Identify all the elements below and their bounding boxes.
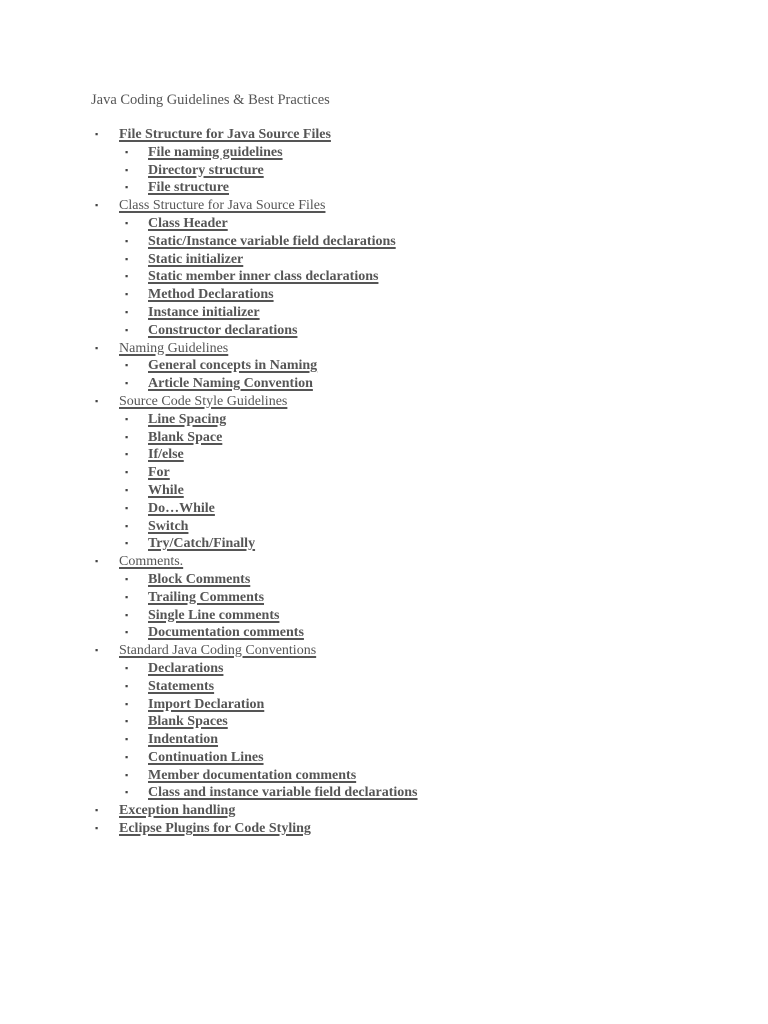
toc-subitem: [0, 749, 768, 767]
toc-sublist: [0, 571, 768, 642]
toc-sublink[interactable]: Indentation: [148, 732, 219, 748]
toc-subitem: [0, 304, 768, 322]
toc-sublink[interactable]: Continuation Lines: [148, 749, 264, 765]
toc-sublink[interactable]: Single Line comments: [148, 607, 280, 623]
bullet-icon: ▪: [125, 182, 129, 193]
toc-subrow: [0, 571, 768, 589]
bullet-icon: ▪: [125, 164, 129, 175]
toc-sublink[interactable]: Constructor declarations: [148, 322, 298, 338]
bullet-icon: ▪: [125, 520, 129, 531]
toc-sublink[interactable]: Static/Instance variable field declarations: [148, 233, 396, 249]
toc-sublink[interactable]: Directory structure: [148, 162, 264, 178]
toc-subrow: [0, 500, 768, 518]
toc-sublist: [0, 215, 768, 340]
toc-sublist: [0, 357, 768, 393]
toc-item: [0, 197, 768, 339]
toc-sublink[interactable]: Blank Spaces: [148, 714, 228, 730]
bullet-icon: ▪: [125, 609, 129, 620]
toc-item: [0, 126, 768, 197]
toc-subrow: [0, 589, 768, 607]
toc-sublink[interactable]: Import Declaration: [148, 696, 265, 712]
toc-subitem: [0, 233, 768, 251]
toc-subrow: [0, 749, 768, 767]
toc-subitem: [0, 535, 768, 553]
toc-subitem: [0, 713, 768, 731]
toc-sublink[interactable]: Method Declarations: [148, 287, 274, 303]
toc-subrow: [0, 268, 768, 286]
bullet-icon: ▪: [95, 823, 99, 834]
bullet-icon: ▪: [125, 378, 129, 389]
toc-subrow: [0, 304, 768, 322]
toc-subitem: [0, 624, 768, 642]
toc-subitem: [0, 678, 768, 696]
toc-subitem: [0, 251, 768, 269]
toc-link[interactable]: Standard Java Coding Conventions: [119, 643, 317, 659]
toc-subitem: [0, 411, 768, 429]
toc-sublist: [0, 144, 768, 197]
toc-link[interactable]: Source Code Style Guidelines: [119, 393, 288, 409]
toc-link[interactable]: File Structure for Java Source Files: [119, 127, 331, 142]
bullet-icon: ▪: [125, 235, 129, 246]
bullet-icon: ▪: [125, 289, 129, 300]
toc-sublink[interactable]: Trailing Comments: [148, 589, 265, 605]
toc-subitem: [0, 144, 768, 162]
toc-item: [0, 340, 768, 393]
toc-subrow: [0, 607, 768, 625]
toc-subitem: [0, 162, 768, 180]
toc-subitem: [0, 696, 768, 714]
toc-subrow: [0, 482, 768, 500]
toc-row: [0, 820, 768, 838]
toc-subitem: [0, 322, 768, 340]
toc-subrow: [0, 624, 768, 642]
toc-subitem: [0, 571, 768, 589]
bullet-icon: ▪: [125, 146, 129, 157]
toc-subitem: [0, 518, 768, 536]
toc-subitem: [0, 215, 768, 233]
bullet-icon: ▪: [125, 467, 129, 478]
toc-sublink[interactable]: General concepts in Naming: [148, 358, 318, 374]
toc-sublink[interactable]: Instance initializer: [148, 304, 260, 320]
bullet-icon: ▪: [125, 734, 129, 745]
toc-sublink[interactable]: Declarations: [148, 660, 224, 676]
bullet-icon: ▪: [95, 342, 99, 353]
document-title: Java Coding Guidelines & Best Practices: [91, 92, 330, 108]
toc-subrow: [0, 784, 768, 802]
bullet-icon: ▪: [125, 698, 129, 709]
toc-sublink[interactable]: Article Naming Convention: [148, 376, 313, 392]
toc-subitem: [0, 500, 768, 518]
bullet-icon: ▪: [125, 271, 129, 282]
toc-link[interactable]: Naming Guidelines: [119, 340, 229, 356]
toc-subitem: [0, 429, 768, 447]
bullet-icon: ▪: [95, 645, 99, 656]
toc-subitem: [0, 375, 768, 393]
toc-subrow: [0, 322, 768, 340]
toc-subrow: [0, 660, 768, 678]
toc-item: [0, 802, 768, 820]
toc-sublink[interactable]: For: [148, 465, 170, 481]
bullet-icon: ▪: [95, 395, 99, 406]
toc-sublink[interactable]: While: [148, 482, 184, 498]
toc-subrow: [0, 696, 768, 714]
toc-sublink[interactable]: If/else: [148, 447, 184, 463]
toc-subitem: [0, 268, 768, 286]
bullet-icon: ▪: [125, 217, 129, 228]
toc-sublist: [0, 411, 768, 553]
bullet-icon: ▪: [125, 324, 129, 335]
toc-sublink[interactable]: Class Header: [148, 215, 228, 231]
toc-subitem: [0, 589, 768, 607]
toc-sublink[interactable]: Switch: [148, 518, 189, 534]
bullet-icon: ▪: [125, 306, 129, 317]
toc-row: [0, 197, 768, 215]
toc-sublink[interactable]: Block Comments: [148, 571, 251, 587]
toc-sublist: [0, 660, 768, 802]
bullet-icon: ▪: [125, 502, 129, 513]
toc-sublink[interactable]: Try/Catch/Finally: [148, 536, 256, 552]
toc-item: [0, 393, 768, 553]
toc-subrow: [0, 731, 768, 749]
toc-row: [0, 340, 768, 358]
toc-subitem: [0, 731, 768, 749]
bullet-icon: ▪: [125, 627, 129, 638]
bullet-icon: ▪: [125, 360, 129, 371]
toc-row: [0, 642, 768, 660]
toc-sublink[interactable]: Static initializer: [148, 251, 244, 267]
toc-subrow: [0, 767, 768, 785]
toc-subitem: [0, 767, 768, 785]
toc-sublink[interactable]: Documentation comments: [148, 625, 304, 641]
toc-link[interactable]: Eclipse Plugins for Code Styling: [119, 821, 311, 837]
toc-subrow: [0, 464, 768, 482]
toc-subrow: [0, 518, 768, 536]
toc-sublink[interactable]: File naming guidelines: [148, 144, 283, 160]
bullet-icon: ▪: [125, 716, 129, 727]
toc-subitem: [0, 357, 768, 375]
toc-row: [0, 802, 768, 820]
toc-sublink[interactable]: File structure: [148, 180, 229, 196]
toc-subrow: [0, 144, 768, 162]
toc-row: [0, 393, 768, 411]
bullet-icon: ▪: [125, 662, 129, 673]
bullet-icon: ▪: [125, 253, 129, 264]
toc-subitem: [0, 482, 768, 500]
toc-sublink[interactable]: Line Spacing: [148, 411, 227, 427]
toc-sublink[interactable]: Blank Space: [148, 429, 223, 445]
toc-subitem: [0, 607, 768, 625]
toc-row: [0, 553, 768, 571]
bullet-icon: ▪: [125, 680, 129, 691]
toc-subitem: [0, 286, 768, 304]
toc-subrow: [0, 179, 768, 197]
toc-link[interactable]: Exception handling: [119, 803, 236, 819]
toc-subrow: [0, 535, 768, 553]
toc-item: [0, 820, 768, 838]
bullet-icon: ▪: [125, 787, 129, 798]
bullet-icon: ▪: [95, 129, 99, 139]
toc-subrow: [0, 251, 768, 269]
bullet-icon: ▪: [125, 431, 129, 442]
toc-sublink[interactable]: Do…While: [148, 500, 215, 516]
bullet-icon: ▪: [95, 556, 99, 567]
toc-item: [0, 642, 768, 802]
toc-subrow: [0, 375, 768, 393]
toc-sublink[interactable]: Class and instance variable field declarations: [148, 785, 418, 801]
bullet-icon: ▪: [95, 805, 99, 816]
toc-subitem: [0, 446, 768, 464]
toc-subrow: [0, 286, 768, 304]
toc-subitem: [0, 179, 768, 197]
toc-sublink[interactable]: Static member inner class declarations: [148, 269, 379, 285]
bullet-icon: ▪: [95, 200, 99, 211]
bullet-icon: ▪: [125, 538, 129, 549]
toc-subitem: [0, 660, 768, 678]
bullet-icon: ▪: [125, 591, 129, 602]
toc-subrow: [0, 429, 768, 447]
bullet-icon: ▪: [125, 413, 129, 424]
toc-link[interactable]: Class Structure for Java Source Files: [119, 198, 326, 214]
toc-row: [0, 126, 768, 144]
toc-sublink[interactable]: Statements: [148, 678, 215, 694]
toc-subrow: [0, 713, 768, 731]
table-of-contents: [0, 126, 768, 838]
toc-subrow: [0, 411, 768, 429]
toc-link[interactable]: Comments.: [119, 554, 184, 570]
bullet-icon: ▪: [125, 484, 129, 495]
toc-subrow: [0, 446, 768, 464]
toc-subrow: [0, 357, 768, 375]
toc-subitem: [0, 464, 768, 482]
bullet-icon: ▪: [125, 573, 129, 584]
toc-subrow: [0, 162, 768, 180]
toc-subrow: [0, 678, 768, 696]
bullet-icon: ▪: [125, 769, 129, 780]
toc-subrow: [0, 215, 768, 233]
bullet-icon: ▪: [125, 751, 129, 762]
toc-subrow: [0, 233, 768, 251]
toc-item: [0, 553, 768, 642]
toc-sublink[interactable]: Member documentation comments: [148, 767, 357, 783]
toc-subitem: [0, 784, 768, 802]
bullet-icon: ▪: [125, 449, 129, 460]
